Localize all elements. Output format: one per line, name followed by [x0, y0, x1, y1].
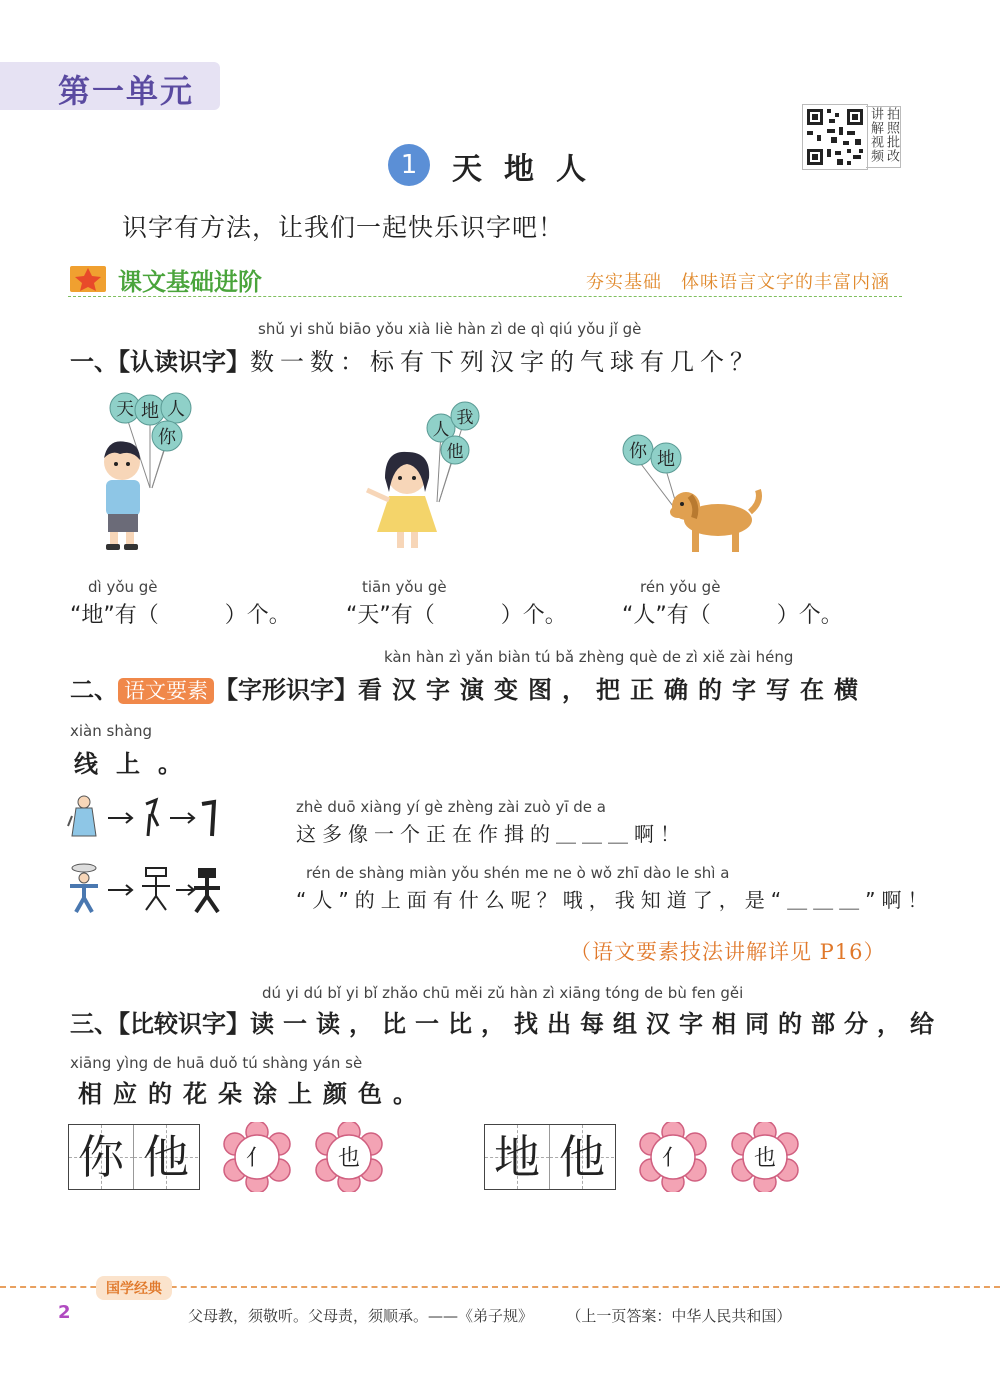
section-title: 课文基础进阶	[118, 268, 262, 296]
q3-text2: 相应的花朵涂上颜色。	[78, 1080, 428, 1108]
grid-cell	[134, 1125, 198, 1189]
balloon-label: 你	[629, 441, 647, 462]
q1-answer3[interactable]: “人”有（ ）个。	[622, 603, 843, 628]
intro-text: 识字有方法，让我们一起快乐识字吧！	[122, 213, 565, 242]
q2-label-post: 【字形识字】	[214, 676, 358, 704]
q2-text2: 线上。	[74, 750, 200, 778]
balloon-label: 地	[141, 401, 159, 422]
flower-radical-3[interactable]	[638, 1122, 708, 1192]
q1-answer2-pinyin: tiān yǒu gè	[362, 578, 447, 596]
flower-label: 亻	[661, 1146, 685, 1171]
qr-code-icon[interactable]	[802, 104, 868, 170]
q3-text1: 读一读，比一比，找出每组汉字相同的部分，给	[250, 1010, 943, 1038]
footer-tag: 国学经典	[96, 1276, 172, 1300]
q1-label: 一、【认读识字】	[70, 348, 250, 376]
grid-char: 他	[143, 1130, 189, 1184]
section-subtitle: 夯实基础 体味语言文字的丰富内涵	[586, 272, 890, 293]
q2-row2-text[interactable]: “人”的上面有什么呢？哦，我知道了，是“＿＿＿”啊！	[296, 888, 934, 912]
q1-text: 数一数：标有下列汉字的气球有几个？	[250, 348, 760, 376]
previous-answer: （上一页答案：中华人民共和国）	[566, 1307, 792, 1325]
char-grid-group1	[68, 1124, 200, 1190]
q2-heading	[70, 670, 868, 705]
q2-pinyin1: kàn hàn zì yǎn biàn tú bǎ zhèng què de zì xiě zài héng	[384, 648, 794, 666]
unit-tab	[0, 62, 220, 110]
q3-label: 三、【比较识字】	[70, 1010, 250, 1038]
q2-tag: 语文要素	[118, 678, 214, 704]
qr-caption-col1: 拍照批改	[884, 107, 899, 163]
unit-title: 第一单元	[58, 72, 195, 110]
star-icon	[70, 262, 110, 294]
character-evolution-row2	[66, 862, 226, 914]
flower-radical-4[interactable]	[730, 1122, 800, 1192]
qr-caption-col2: 讲解视频	[868, 107, 883, 163]
dog-with-balloons-illustration	[620, 420, 765, 560]
lesson-number: 1	[388, 144, 430, 186]
flower-label: 也	[753, 1146, 777, 1171]
flower-radical-1[interactable]	[222, 1122, 292, 1192]
grid-cell	[485, 1125, 550, 1189]
q2-note: （语文要素技法讲解详见 P16）	[570, 940, 886, 964]
q2-row1-pinyin: zhè duō xiàng yí gè zhèng zài zuò yī de a	[296, 798, 606, 816]
flower-label: 亻	[245, 1146, 269, 1171]
q3-pinyin1: dú yi dú bǐ yi bǐ zhǎo chū měi zǔ hàn zì xiāng tóng de bù fen gěi	[262, 984, 744, 1002]
balloon-label: 地	[657, 449, 675, 470]
q2-label-pre: 二、	[70, 676, 118, 704]
balloon-label: 人	[167, 399, 185, 420]
q1-answer2[interactable]: “天”有（ ）个。	[346, 603, 567, 628]
flower-label: 也	[337, 1146, 361, 1171]
q2-row2-pinyin: rén de shàng miàn yǒu shén me ne ò wǒ zhī dào le shì a	[306, 864, 730, 882]
balloon-label: 天	[116, 399, 134, 420]
girl-with-balloons-illustration	[345, 392, 490, 557]
q2-text1: 看汉字演变图，把正确的字写在横	[358, 676, 868, 704]
grid-char: 地	[494, 1130, 540, 1184]
character-evolution-row1	[66, 792, 226, 842]
lesson-title: 天地人	[452, 152, 608, 187]
q3-pinyin2: xiāng yìng de huā duǒ tú shàng yán sè	[70, 1054, 363, 1072]
qr-caption	[866, 106, 901, 168]
classic-quote: 父母教，须敬听。父母责，须顺承。——《弟子规》	[188, 1307, 534, 1325]
q2-row1-text[interactable]: 这多像一个正在作揖的＿＿＿啊！	[296, 822, 686, 846]
boy-with-balloons-illustration	[70, 388, 210, 558]
grid-char: 你	[78, 1130, 124, 1184]
q1-answer3-pinyin: rén yǒu gè	[640, 578, 721, 596]
page-number: 2	[58, 1302, 71, 1323]
footer-quote	[188, 1305, 791, 1326]
flower-radical-2[interactable]	[314, 1122, 384, 1192]
q1-answer1-pinyin: dì yǒu gè	[88, 578, 158, 596]
q2-pinyin2: xiàn shàng	[70, 722, 153, 740]
balloon-label: 他	[446, 442, 464, 462]
balloon-label: 人	[432, 420, 450, 440]
balloon-label: 你	[158, 427, 176, 448]
q1-answer1[interactable]: “地”有（ ）个。	[70, 603, 291, 628]
q3-heading	[70, 1004, 943, 1039]
grid-cell	[550, 1125, 614, 1189]
q1-heading	[70, 342, 760, 377]
balloon-label: 我	[456, 408, 474, 428]
grid-cell	[69, 1125, 134, 1189]
grid-char: 他	[559, 1130, 605, 1184]
char-grid-group2	[484, 1124, 616, 1190]
q1-pinyin: shǔ yi shǔ biāo yǒu xià liè hàn zì de qì qiú yǒu jǐ gè	[258, 320, 642, 338]
